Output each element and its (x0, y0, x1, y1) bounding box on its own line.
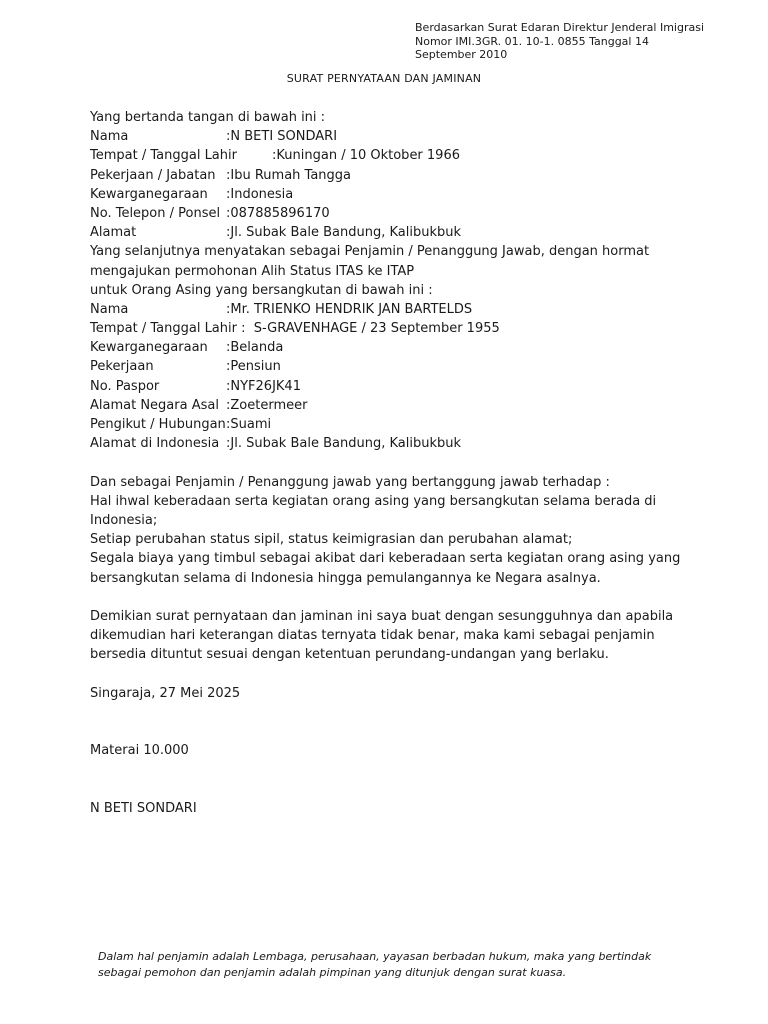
field-label: Nama (90, 129, 129, 145)
foreigner-relationship-row (90, 415, 690, 434)
footnote-line: Dalam hal penjamin adalah Lembaga, perusahaan, yayasan berbadan hukum, maka yang bertindak (98, 950, 652, 963)
place-date: Singaraja, 27 Mei 2025 (90, 685, 241, 701)
field-value: Pensiun (230, 359, 281, 375)
stamp-duty-label: Materai 10.000 (90, 743, 189, 759)
field-value: Ibu Rumah Tangga (230, 167, 352, 183)
statement-line: Yang selanjutnya menyatakan sebagai Penjamin / Penanggung Jawab, dengan hormat (90, 244, 650, 260)
guarantor-birth-row (90, 146, 690, 165)
closing-line: Demikian surat pernyataan dan jaminan ini saya buat dengan sesungguhnya dan apabila (90, 608, 674, 624)
foreigner-passport-row (90, 377, 690, 396)
header-note-line: Nomor IMI.3GR. 01. 10-1. 0855 Tanggal 14 (415, 34, 649, 48)
guarantor-phone-row (90, 204, 690, 223)
foreigner-birth-row (90, 319, 690, 338)
guarantor-nationality-row (90, 185, 690, 204)
field-value: Suami (230, 417, 272, 432)
field-separator: : (226, 340, 231, 356)
responsibility-item: Hal ihwal keberadaan serta kegiatan orang asing yang bersangkutan selama berada di (90, 493, 657, 509)
field-value: Jl. Subak Bale Bandung, Kalibukbuk (230, 436, 461, 452)
field-value: 087885896170 (230, 205, 330, 221)
field-label: Tempat / Tanggal Lahir (90, 148, 237, 164)
field-separator: : (226, 225, 231, 241)
responsibility-item: Setiap perubahan status sipil, status keimigrasian dan perubahan alamat; (90, 532, 573, 548)
field-separator: : (226, 397, 231, 413)
closing-line: bersedia dituntut sesuai dengan ketentuan perundang-undangan yang berlaku. (90, 647, 609, 663)
field-label: Pekerjaan / Jabatan (90, 167, 216, 183)
field-separator: : (226, 167, 231, 183)
field-label: Kewarganegaraan (90, 186, 208, 202)
field-separator: : (272, 148, 277, 164)
field-value: Belanda (230, 340, 284, 356)
field-separator: : (226, 186, 231, 202)
header-note-line: Berdasarkan Surat Edaran Direktur Jenderal Imigrasi (415, 21, 705, 34)
statement-line: untuk Orang Asing yang bersangkutan di bawah ini : (90, 282, 433, 298)
field-value: Jl. Subak Bale Bandung, Kalibukbuk (230, 225, 461, 241)
field-value: Indonesia (230, 186, 294, 202)
field-value: Zoetermeer (230, 397, 308, 413)
field-separator: : (226, 436, 231, 452)
field-separator: : (226, 205, 231, 221)
foreigner-occupation-row (90, 357, 690, 376)
responsibility-item: Indonesia; (90, 512, 158, 528)
responsibility-intro: Dan sebagai Penjamin / Penanggung jawab yang bertanggung jawab terhadap : (90, 474, 610, 490)
field-label: Pekerjaan (90, 359, 154, 375)
field-label: Alamat di Indonesia (90, 436, 220, 452)
header-note (415, 21, 755, 61)
footnote (98, 949, 698, 980)
field-label: Nama (90, 301, 129, 317)
field-separator: : (226, 417, 231, 432)
field-value: S-GRAVENHAGE / 23 September 1955 (253, 321, 500, 337)
field-separator: : (226, 359, 231, 375)
field-label: Kewarganegaraan (90, 340, 208, 356)
field-label: Alamat Negara Asal (90, 397, 219, 413)
closing-line: dikemudian hari keterangan diatas ternyata tidak benar, maka kami sebagai penjamin (90, 628, 655, 644)
guarantor-occupation-row (90, 166, 690, 185)
field-value: N BETI SONDARI (230, 129, 338, 145)
field-value: NYF26JK41 (230, 378, 301, 394)
foreigner-indonesia-address-row (90, 434, 690, 453)
field-label: Pengikut / Hubungan (90, 417, 226, 432)
responsibility-item: Segala biaya yang timbul sebagai akibat dari keberadaan serta kegiatan orang asing yang (90, 551, 681, 567)
field-value: Kuningan / 10 Oktober 1966 (276, 148, 460, 164)
field-label: No. Paspor (90, 378, 160, 394)
intro-text: Yang bertanda tangan di bawah ini : (90, 110, 326, 125)
field-label: No. Telepon / Ponsel (90, 205, 221, 221)
field-value: Mr. TRIENKO HENDRIK JAN BARTELDS (230, 301, 473, 317)
guarantor-name-row (90, 127, 690, 146)
field-label: Alamat (90, 225, 137, 241)
header-note-line: September 2010 (415, 48, 508, 61)
footnote-line: sebagai pemohon dan penjamin adalah pimpinan yang ditunjuk dengan surat kuasa. (98, 965, 567, 979)
signer-name: N BETI SONDARI (90, 800, 197, 816)
field-separator: : (226, 301, 231, 317)
foreigner-nationality-row (90, 338, 690, 357)
field-separator: : (226, 378, 231, 394)
document-title: SURAT PERNYATAAN DAN JAMINAN (286, 72, 482, 85)
field-separator: : (226, 129, 231, 145)
foreigner-origin-address-row (90, 396, 690, 415)
responsibility-item: bersangkutan selama di Indonesia hingga pemulangannya ke Negara asalnya. (90, 570, 601, 586)
statement-line: mengajukan permohonan Alih Status ITAS ke ITAP (90, 263, 415, 279)
field-label: Tempat / Tanggal Lahir : (90, 321, 246, 337)
foreigner-name-row (90, 300, 690, 319)
guarantor-address-row (90, 223, 690, 242)
document-body (90, 108, 690, 818)
